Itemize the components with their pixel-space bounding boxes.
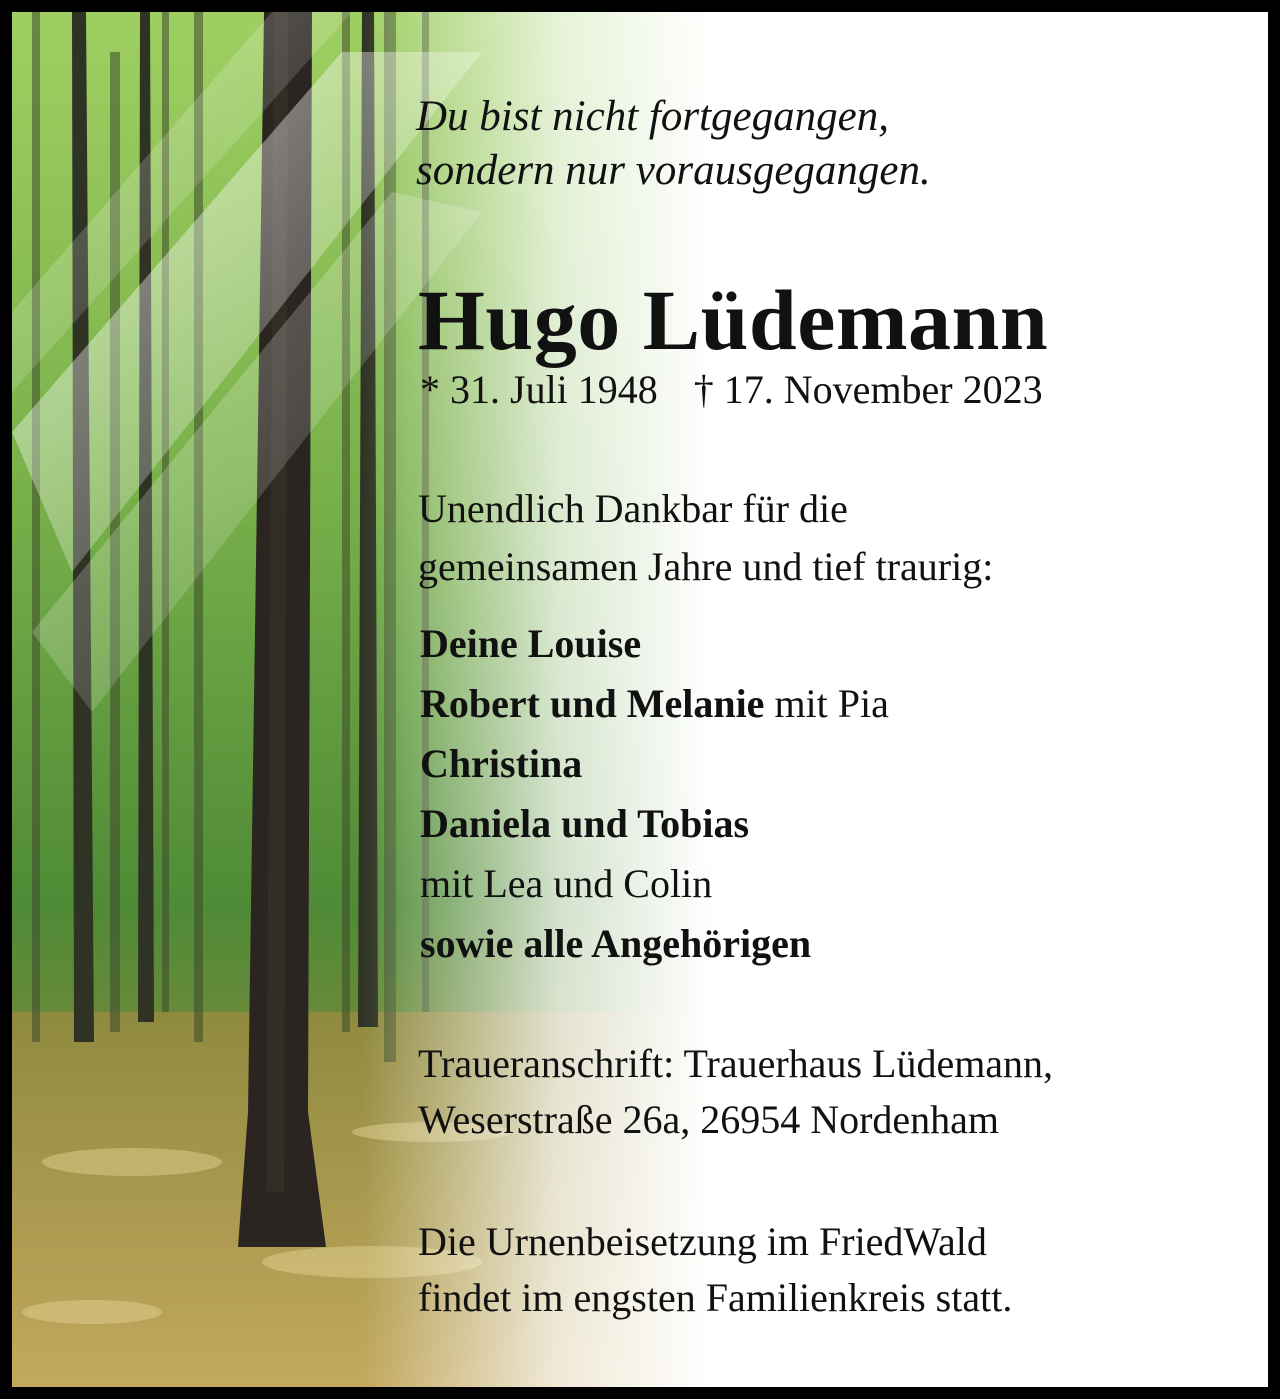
mourner-line: sowie alle Angehörigen: [420, 921, 812, 966]
address-line: Traueranschrift: Trauerhaus Lüdemann,: [418, 1041, 1054, 1086]
motto-line: sondern nur vorausgegangen.: [416, 147, 931, 194]
mourner-suffix: mit Pia: [764, 681, 889, 726]
birth-date: * 31. Juli 1948: [420, 367, 658, 412]
mourner-line: mit Lea und Colin: [420, 861, 713, 906]
deceased-name: Hugo Lüdemann: [418, 272, 1049, 368]
burial-line: Die Urnenbeisetzung im FriedWald: [418, 1219, 987, 1264]
thanks-line: Unendlich Dankbar für die: [418, 486, 848, 531]
thanks-line: gemeinsamen Jahre und tief traurig:: [418, 544, 994, 589]
life-dates: [420, 364, 1043, 416]
address-line: Weserstraße 26a, 26954 Nordenham: [418, 1097, 1000, 1142]
motto-quote: [416, 90, 931, 198]
thanks-text: [418, 480, 993, 596]
mourner-names: Robert und Melanie: [420, 681, 765, 726]
mourning-address: [418, 1036, 1053, 1148]
mourner-line: Deine Louise: [420, 621, 642, 666]
burial-info: [418, 1214, 1012, 1326]
mourners-list: [420, 614, 889, 974]
motto-line: Du bist nicht fortgegangen,: [416, 93, 889, 140]
death-date: † 17. November 2023: [693, 367, 1043, 412]
mourner-line: [420, 674, 889, 734]
burial-line: findet im engsten Familienkreis statt.: [418, 1275, 1013, 1320]
obituary-notice: [12, 12, 1268, 1387]
mourner-line: Christina: [420, 741, 583, 786]
mourner-line: Daniela und Tobias: [420, 801, 750, 846]
